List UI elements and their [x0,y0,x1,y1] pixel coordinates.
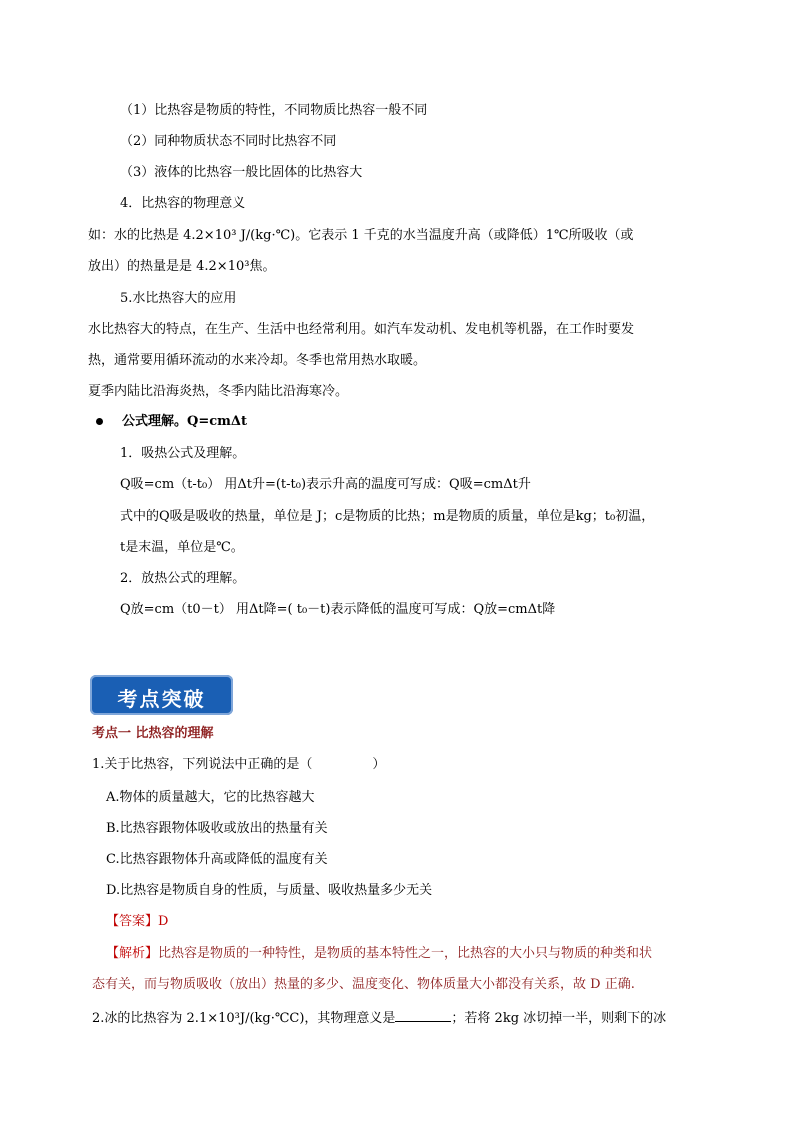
analysis-label: 【解析】 [106,946,159,961]
question-2-stem [92,1009,666,1027]
analysis-text-1: 比热容是物质的一种特性，是物质的基本特性之一，比热容的大小只与物质的种类和状 [158,946,653,961]
section-heading: 考点一 比热容的理解 [92,726,214,741]
option-a: A.物体的质量越大，它的比热容越大 [106,790,315,805]
question-1-stem [92,757,385,773]
note-heading-meaning: 4．比热容的物理意义 [120,196,246,211]
analysis-line-2: 态有关，而与物质吸收（放出）热量的多少、温度变化、物体质量大小都没有关系，故 D 正确. [92,977,635,992]
question-1-stem-text: 1.关于比热容，下列说法中正确的是（ [92,757,313,772]
option-c: C.比热容跟物体升高或降低的温度有关 [106,852,328,867]
formula-release-heading: 2．放热公式的理解。 [120,571,246,586]
note-application-line-2: 热，通常要用循环流动的水来冷却。冬季也常用热水取暖。 [88,353,427,368]
answer-label: 【答案】D [106,914,169,929]
formula-absorb-explain-2: t是末温，单位是℃。 [120,540,244,555]
formula-heading: 公式理解。Q=cmΔt [122,414,247,429]
note-heading-application: 5.水比热容大的应用 [120,291,237,306]
question-2-prefix: 2.冰的比热容为 2.1×10³J/(kg·℃C)，其物理意义是 [92,1011,396,1026]
question-1-stem-close: ） [372,757,386,772]
section-banner [90,675,233,715]
note-climate: 夏季内陆比沿海炎热，冬季内陆比沿海寒冷。 [88,384,349,399]
option-d: D.比热容是物质自身的性质，与质量、吸收热量多少无关 [106,883,433,898]
fill-blank[interactable] [395,1009,451,1022]
note-property-3: （3）液体的比热容一般比固体的比热容大 [120,165,363,180]
note-application-line-1: 水比热容大的特点，在生产、生活中也经常利用。如汽车发动机、发电机等机器，在工作时要发 [88,322,635,337]
note-meaning-line-1: 如：水的比热是 4.2×10³ J/(kg·℃)。它表示 1 千克的水当温度升高（或降低）1℃所吸收（或 [88,228,634,243]
analysis-line-1 [106,946,652,962]
note-property-2: （2）同种物质状态不同时比热容不同 [120,134,337,149]
bullet-icon [96,418,103,425]
formula-absorb: Q吸=cm（t-t₀） 用Δt升=(t-t₀)表示升高的温度可写成：Q吸=cmΔt升 [120,477,531,492]
option-b: B.比热容跟物体吸收或放出的热量有关 [106,821,328,836]
note-meaning-line-2: 放出）的热量是是 4.2×10³焦。 [88,259,276,274]
formula-absorb-explain-1: 式中的Q吸是吸收的热量，单位是 J；c是物质的比热；m是物质的质量，单位是kg；t₀初温， [120,509,655,524]
formula-release: Q放=cm（t0－t） 用Δt降=( t₀－t)表示降低的温度可写成：Q放=cmΔt降 [120,602,556,617]
question-2-suffix: ；若将 2kg 冰切掉一半，则剩下的冰 [451,1011,667,1026]
note-property-1: （1）比热容是物质的特性，不同物质比热容一般不同 [120,103,428,118]
formula-absorb-heading: 1．吸热公式及理解。 [120,446,246,461]
section-banner-label: 考点突破 [117,687,206,711]
